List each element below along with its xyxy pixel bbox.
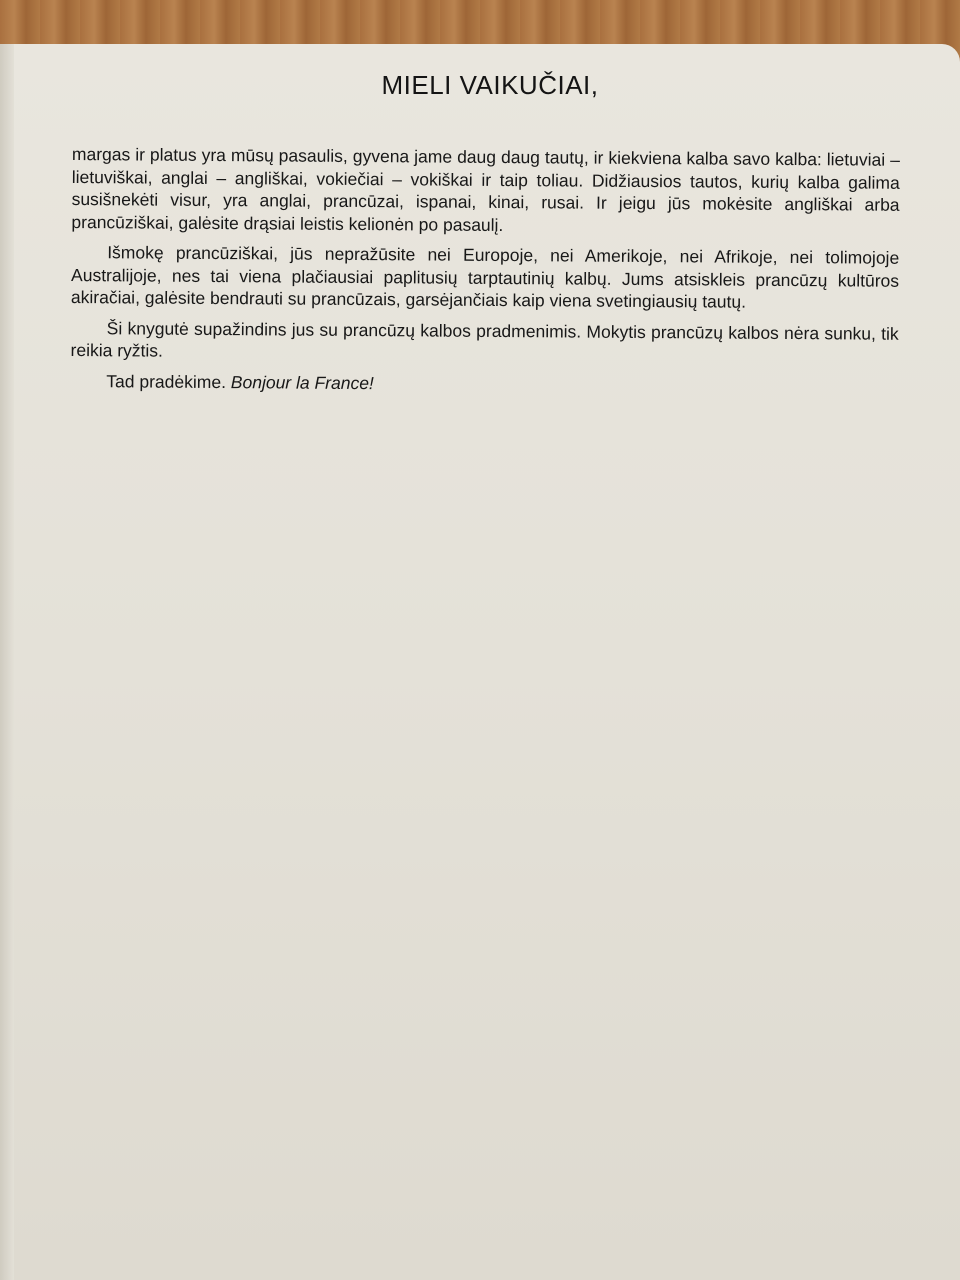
paragraph-3: Ši knygutė supažindins jus su prancūzų kalbos pradmenimis. Mokytis prancūzų kalbos nėra sunku, tik reikia ryžtis. [70,317,899,361]
closing-greeting: Bonjour la France! [230,371,374,393]
closing-prefix: Tad pradėkime. [106,370,231,392]
closing-line [70,369,898,397]
paragraph-2: Išmokę prancūziškai, jūs nepražūsite nei Europoje, nei Amerikoje, nei Afrikoje, nei tolimojoje Australijoje, nes tai viena plačiausiai paplitusių tarptautinių kalbų. Jums atsiskleis prancūzų kultūros akiračiai, galėsite bendrauti su prancūzais, garsėjančiais kaip viena svetingiausių tautų. [70,242,900,312]
page-gutter [0,44,14,1280]
paragraph-1: margas ir platus yra mūsų pasaulis, gyvena jame daug daug tautų, ir kiekviena kalba savo kalba: lietuviai – lietuviškai, anglai – angliškai, vokiečiai – vokiškai ir taip toliau. Didžiausios tautos, kurių kalba galima susišnekėti visur, yra anglai, prancūzai, ispanai, kinai, rusai. Ir jeigu jūs mokėsite angliškai arba prancūziškai, galėsite drąsiai leistis kelionėn po pasaulį. [71,143,900,235]
letter-body [70,143,900,406]
page-title: MIELI VAIKUČIAI, [381,70,599,100]
